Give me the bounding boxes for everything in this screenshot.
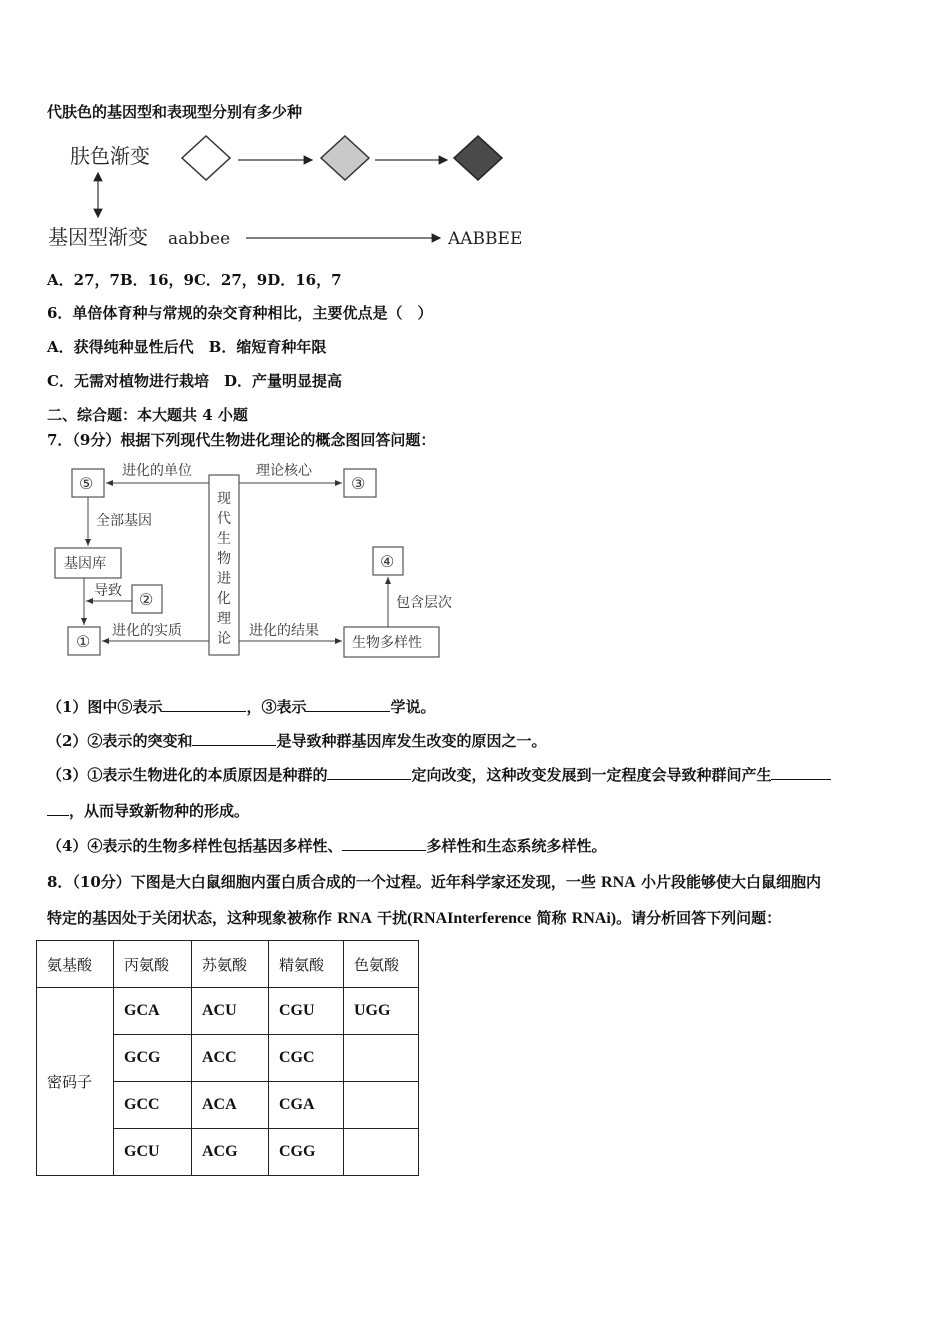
answer-blank-isolation-a[interactable] bbox=[771, 765, 831, 780]
node3-label: ③ bbox=[351, 474, 366, 493]
node2-label: ② bbox=[139, 590, 154, 609]
table-cell: CGU bbox=[269, 988, 344, 1035]
gene-pool-label: 基因库 bbox=[64, 556, 106, 572]
q7-sub2-a: （2）②表示的突变和 bbox=[47, 732, 193, 750]
q6-stem: 6．单倍体育种与常规的杂交育种相比，主要优点是（ ） bbox=[47, 304, 433, 322]
answer-blank-species[interactable] bbox=[342, 836, 426, 851]
q5-options: A．27，7B．16，9C．27，9D．16，7 bbox=[47, 271, 342, 289]
light-diamond bbox=[182, 136, 230, 180]
q7-sub3-a: （3）①表示生物进化的本质原因是种群的 bbox=[47, 766, 328, 784]
skin-gradient-label: 肤色渐变 bbox=[70, 144, 150, 168]
q7-sub1-c: 学说。 bbox=[390, 698, 436, 716]
biodiversity-label: 生物多样性 bbox=[352, 635, 422, 651]
table-cell: GCU bbox=[114, 1129, 192, 1176]
medium-diamond bbox=[321, 136, 369, 180]
table-cell: CGG bbox=[269, 1129, 344, 1176]
center-char-4: 进 bbox=[217, 571, 231, 587]
table-header: 苏氨酸 bbox=[192, 941, 269, 988]
q7-sub1 bbox=[47, 697, 435, 717]
table-header: 丙氨酸 bbox=[114, 941, 192, 988]
q8-line2-a: 特定的基因处于关闭状态，这种现象被称作 bbox=[47, 909, 338, 927]
center-char-7: 论 bbox=[217, 631, 231, 647]
q8-line2-d: (RNAInterference bbox=[407, 910, 532, 927]
table-row bbox=[37, 988, 419, 1035]
q7-sub4-b: 多样性和生态系统多样性。 bbox=[426, 837, 607, 855]
table-cell: ACC bbox=[192, 1035, 269, 1082]
center-char-5: 化 bbox=[217, 591, 231, 607]
table-cell: GCC bbox=[114, 1082, 192, 1129]
table-cell: GCA bbox=[114, 988, 192, 1035]
q8-line2-c: 干扰 bbox=[371, 909, 408, 927]
dark-diamond bbox=[454, 136, 502, 180]
skin-color-figure bbox=[40, 130, 560, 255]
answer-blank-5[interactable] bbox=[162, 697, 246, 712]
table-cell: ACG bbox=[192, 1129, 269, 1176]
q8-line2-g: 。请分析回答下列问题： bbox=[616, 909, 782, 927]
q6-option-a: A．获得纯种显性后代 bbox=[47, 338, 194, 356]
q7-sub1-a: （1）图中⑤表示 bbox=[47, 698, 163, 716]
codon-row-label: 密码子 bbox=[37, 988, 114, 1176]
answer-blank-3[interactable] bbox=[306, 697, 390, 712]
q7-sub1-b: ，③表示 bbox=[246, 698, 307, 716]
q6-option-c: C．无需对植物进行栽培 bbox=[47, 372, 209, 390]
answer-blank-frequency[interactable] bbox=[327, 765, 411, 780]
table-cell: ACU bbox=[192, 988, 269, 1035]
table-cell: CGA bbox=[269, 1082, 344, 1129]
table-header: 色氨酸 bbox=[344, 941, 419, 988]
table-header-row bbox=[37, 941, 419, 988]
node1-label: ① bbox=[76, 632, 91, 651]
table-cell bbox=[344, 1129, 419, 1176]
q6-options-cd bbox=[47, 371, 342, 391]
table-cell bbox=[344, 1035, 419, 1082]
q7-sub2 bbox=[47, 731, 546, 751]
center-char-6: 理 bbox=[217, 611, 231, 627]
answer-blank-mutation[interactable] bbox=[192, 731, 276, 746]
center-char-0: 现 bbox=[217, 491, 231, 507]
q8-line2-e: 简称 bbox=[531, 909, 572, 927]
q6-options-ab bbox=[47, 337, 326, 357]
codon-table bbox=[36, 940, 419, 1176]
q8-line1 bbox=[47, 872, 821, 893]
node5-label: ⑤ bbox=[79, 474, 94, 493]
table-cell: GCG bbox=[114, 1035, 192, 1082]
edge-cause-label: 导致 bbox=[94, 583, 122, 599]
table-cell bbox=[344, 1082, 419, 1129]
genotype-end: AABBEE bbox=[448, 229, 523, 249]
edge-essence-label: 进化的实质 bbox=[112, 623, 182, 639]
q8-line1-b: RNA bbox=[601, 874, 636, 891]
q7-stem: 7．（9分）根据下列现代生物进化理论的概念图回答问题： bbox=[47, 431, 436, 449]
q7-sub2-b: 是导致种群基因库发生改变的原因之一。 bbox=[276, 732, 547, 750]
edge-all-genes-label: 全部基因 bbox=[96, 513, 152, 529]
q7-sub3-cont bbox=[47, 801, 249, 821]
q8-line2-b: RNA bbox=[337, 910, 372, 927]
table-cell: UGG bbox=[344, 988, 419, 1035]
edge-unit-label: 进化的单位 bbox=[122, 463, 192, 479]
table-header: 精氨酸 bbox=[269, 941, 344, 988]
q8-line1-c: 小片段能够使大白鼠细胞内 bbox=[635, 873, 821, 891]
q7-sub3 bbox=[47, 765, 831, 785]
q7-sub4-a: （4）④表示的生物多样性包括基因多样性、 bbox=[47, 837, 343, 855]
table-header: 氨基酸 bbox=[37, 941, 114, 988]
q8-line1-a: 8．（10分）下图是大白鼠细胞内蛋白质合成的一个过程。近年科学家还发现，一些 bbox=[47, 873, 602, 891]
evolution-concept-map bbox=[50, 455, 470, 670]
q5-stem-tail: 代肤色的基因型和表现型分别有多少种 bbox=[47, 103, 303, 121]
q7-sub4 bbox=[47, 836, 606, 856]
q8-line2 bbox=[47, 908, 781, 929]
q7-sub3-c: ，从而导致新物种的形成。 bbox=[69, 802, 250, 820]
center-char-1: 代 bbox=[217, 511, 231, 527]
q8-line2-f: RNAi) bbox=[571, 910, 617, 927]
center-char-2: 生 bbox=[217, 531, 231, 547]
answer-blank-isolation-b[interactable] bbox=[47, 801, 69, 816]
q6-option-d: D．产量明显提高 bbox=[223, 372, 342, 390]
table-cell: CGC bbox=[269, 1035, 344, 1082]
edge-result-label: 进化的结果 bbox=[249, 623, 319, 639]
q6-option-b: B．缩短育种年限 bbox=[208, 338, 327, 356]
section2-title: 二、综合题：本大题共 4 小题 bbox=[47, 406, 248, 424]
center-char-3: 物 bbox=[217, 551, 231, 567]
q7-sub3-b: 定向改变，这种改变发展到一定程度会导致种群间产生 bbox=[411, 766, 772, 784]
genotype-gradient-label: 基因型渐变 bbox=[48, 225, 148, 249]
edge-levels-label: 包含层次 bbox=[396, 595, 452, 611]
table-cell: ACA bbox=[192, 1082, 269, 1129]
node4-label: ④ bbox=[380, 552, 395, 571]
edge-core-label: 理论核心 bbox=[256, 463, 312, 479]
genotype-start: aabbee bbox=[168, 229, 231, 249]
